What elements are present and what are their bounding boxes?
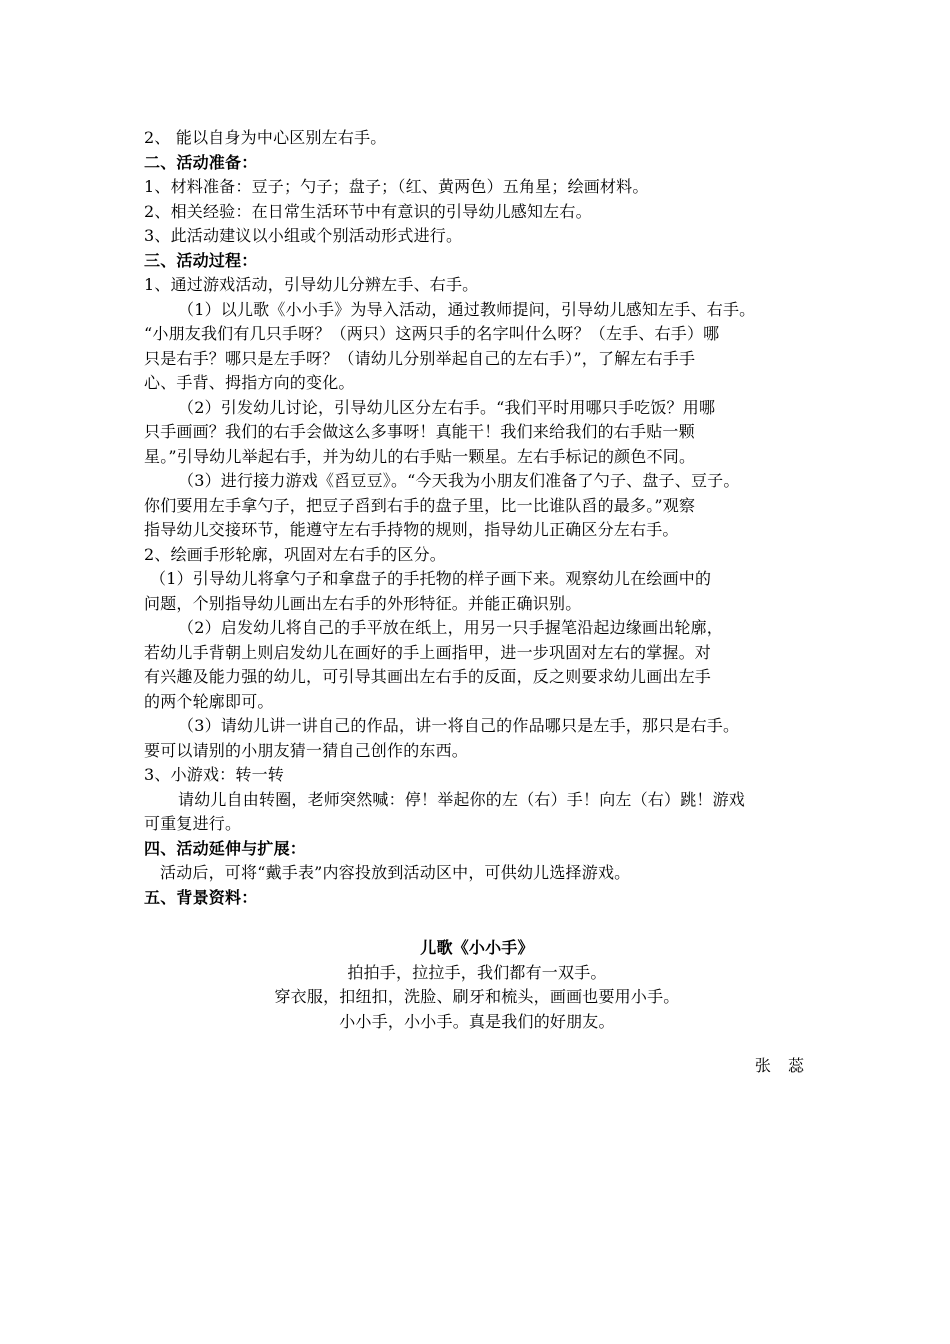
step-3-p1-line: 请幼儿自由转圈，老师突然喊：停！举起你的左（右）手！向左（右）跳！游戏 [178,789,746,809]
step-2-p2-line: 若幼儿手背朝上则启发幼儿在画好的手上画指甲，进一步巩固对左右的掌握。对 [144,642,712,662]
step-2-p2-line: 的两个轮廓即可。 [144,691,274,711]
step-1-p2-line: 星。”引导幼儿举起右手，并为幼儿的右手贴一颗星。左右手标记的颜色不同。 [144,446,696,466]
step-2-p3-line: （3）请幼儿讲一讲自己的作品，讲一将自己的作品哪只是左手，那只是右手。 [178,716,740,735]
step-1-p1-line: “小朋友我们有几只手呀？（两只）这两只手的名字叫什么呀？（左手、右手）哪 [144,324,720,343]
prep-item-3: 3、此活动建议以小组或个别活动形式进行。 [144,226,463,245]
step-1-p3-line: 指导幼儿交接环节，能遵守左右手持物的规则，指导幼儿正确区分左右手。 [144,520,679,539]
step-1-p1-line: 心、手背、拇指方向的变化。 [144,373,355,392]
section-heading-extension: 四、活动延伸与扩展： [144,838,307,858]
step-1-p1-line: 只是右手？哪只是左手呀？（请幼儿分别举起自己的左右手）”，了解左右手手 [144,348,696,368]
step-2-p3-line: 要可以请别的小朋友猜一猜自己创作的东西。 [144,740,469,760]
poem-title: 儿歌《小小手》 [420,938,534,957]
step-1-p1-line: （1）以儿歌《小小手》为导入活动，通过教师提问，引导幼儿感知左手、右手。 [178,299,756,319]
poem-line: 小小手，小小手。真是我们的好朋友。 [339,1011,615,1031]
section-heading-background: 五、背景资料： [144,887,258,907]
poem-line: 拍拍手，拉拉手，我们都有一双手。 [347,962,607,982]
goal-item-2: 2、 能以自身为中心区别左右手。 [144,128,387,147]
prep-item-1: 1、材料准备：豆子；勺子；盘子；（红、黄两色）五角星；绘画材料。 [144,177,649,196]
document-content [144,126,810,1079]
step-1-heading: 1、通过游戏活动，引导幼儿分辨左手、右手。 [144,275,479,294]
poem-line: 穿衣服，扣纽扣，洗脸、刷牙和梳头，画画也要用小手。 [274,987,680,1006]
step-2-p1-line: 问题，个别指导幼儿画出左右手的外形特征。并能正确识别。 [144,593,582,613]
prep-item-2: 2、相关经验：在日常生活环节中有意识的引导幼儿感知左右。 [144,201,592,221]
step-1-p2-line: （2）引发幼儿讨论，引导幼儿区分左右手。“我们平时用哪只手吃饭？用哪 [178,397,716,417]
step-1-p2-line: 只手画画？我们的右手会做这么多事呀！真能干！我们来给我们的右手贴一颗 [144,422,695,441]
step-2-heading: 2、绘画手形轮廓，巩固对左右手的区分。 [144,544,446,564]
step-2-p2-line: 有兴趣及能力强的幼儿，可引导其画出左右手的反面，反之则要求幼儿画出左手 [144,667,712,686]
section-heading-preparation: 二、活动准备： [144,152,258,172]
step-1-p3-line: 你们要用左手拿勺子，把豆子舀到右手的盘子里，比一比谁队舀的最多。”观察 [144,495,696,515]
step-1-p3-line: （3）进行接力游戏《舀豆豆》。“今天我为小朋友们准备了勺子、盘子、豆子。 [178,471,740,490]
author-signature: 张 蕊 [754,1056,810,1075]
step-2-p1-line: （1）引导幼儿将拿勺子和拿盘子的手托物的样子画下来。观察幼儿在绘画中的 [150,569,712,588]
step-3-heading: 3、小游戏：转一转 [144,765,284,784]
section-heading-process: 三、活动过程： [144,250,258,270]
extension-text: 活动后，可将“戴手表”内容投放到活动区中，可供幼儿选择游戏。 [160,863,631,882]
step-2-p2-line: （2）启发幼儿将自己的手平放在纸上，用另一只手握笔沿起边缘画出轮廓， [178,618,723,637]
step-3-p1-line: 可重复进行。 [144,814,242,833]
